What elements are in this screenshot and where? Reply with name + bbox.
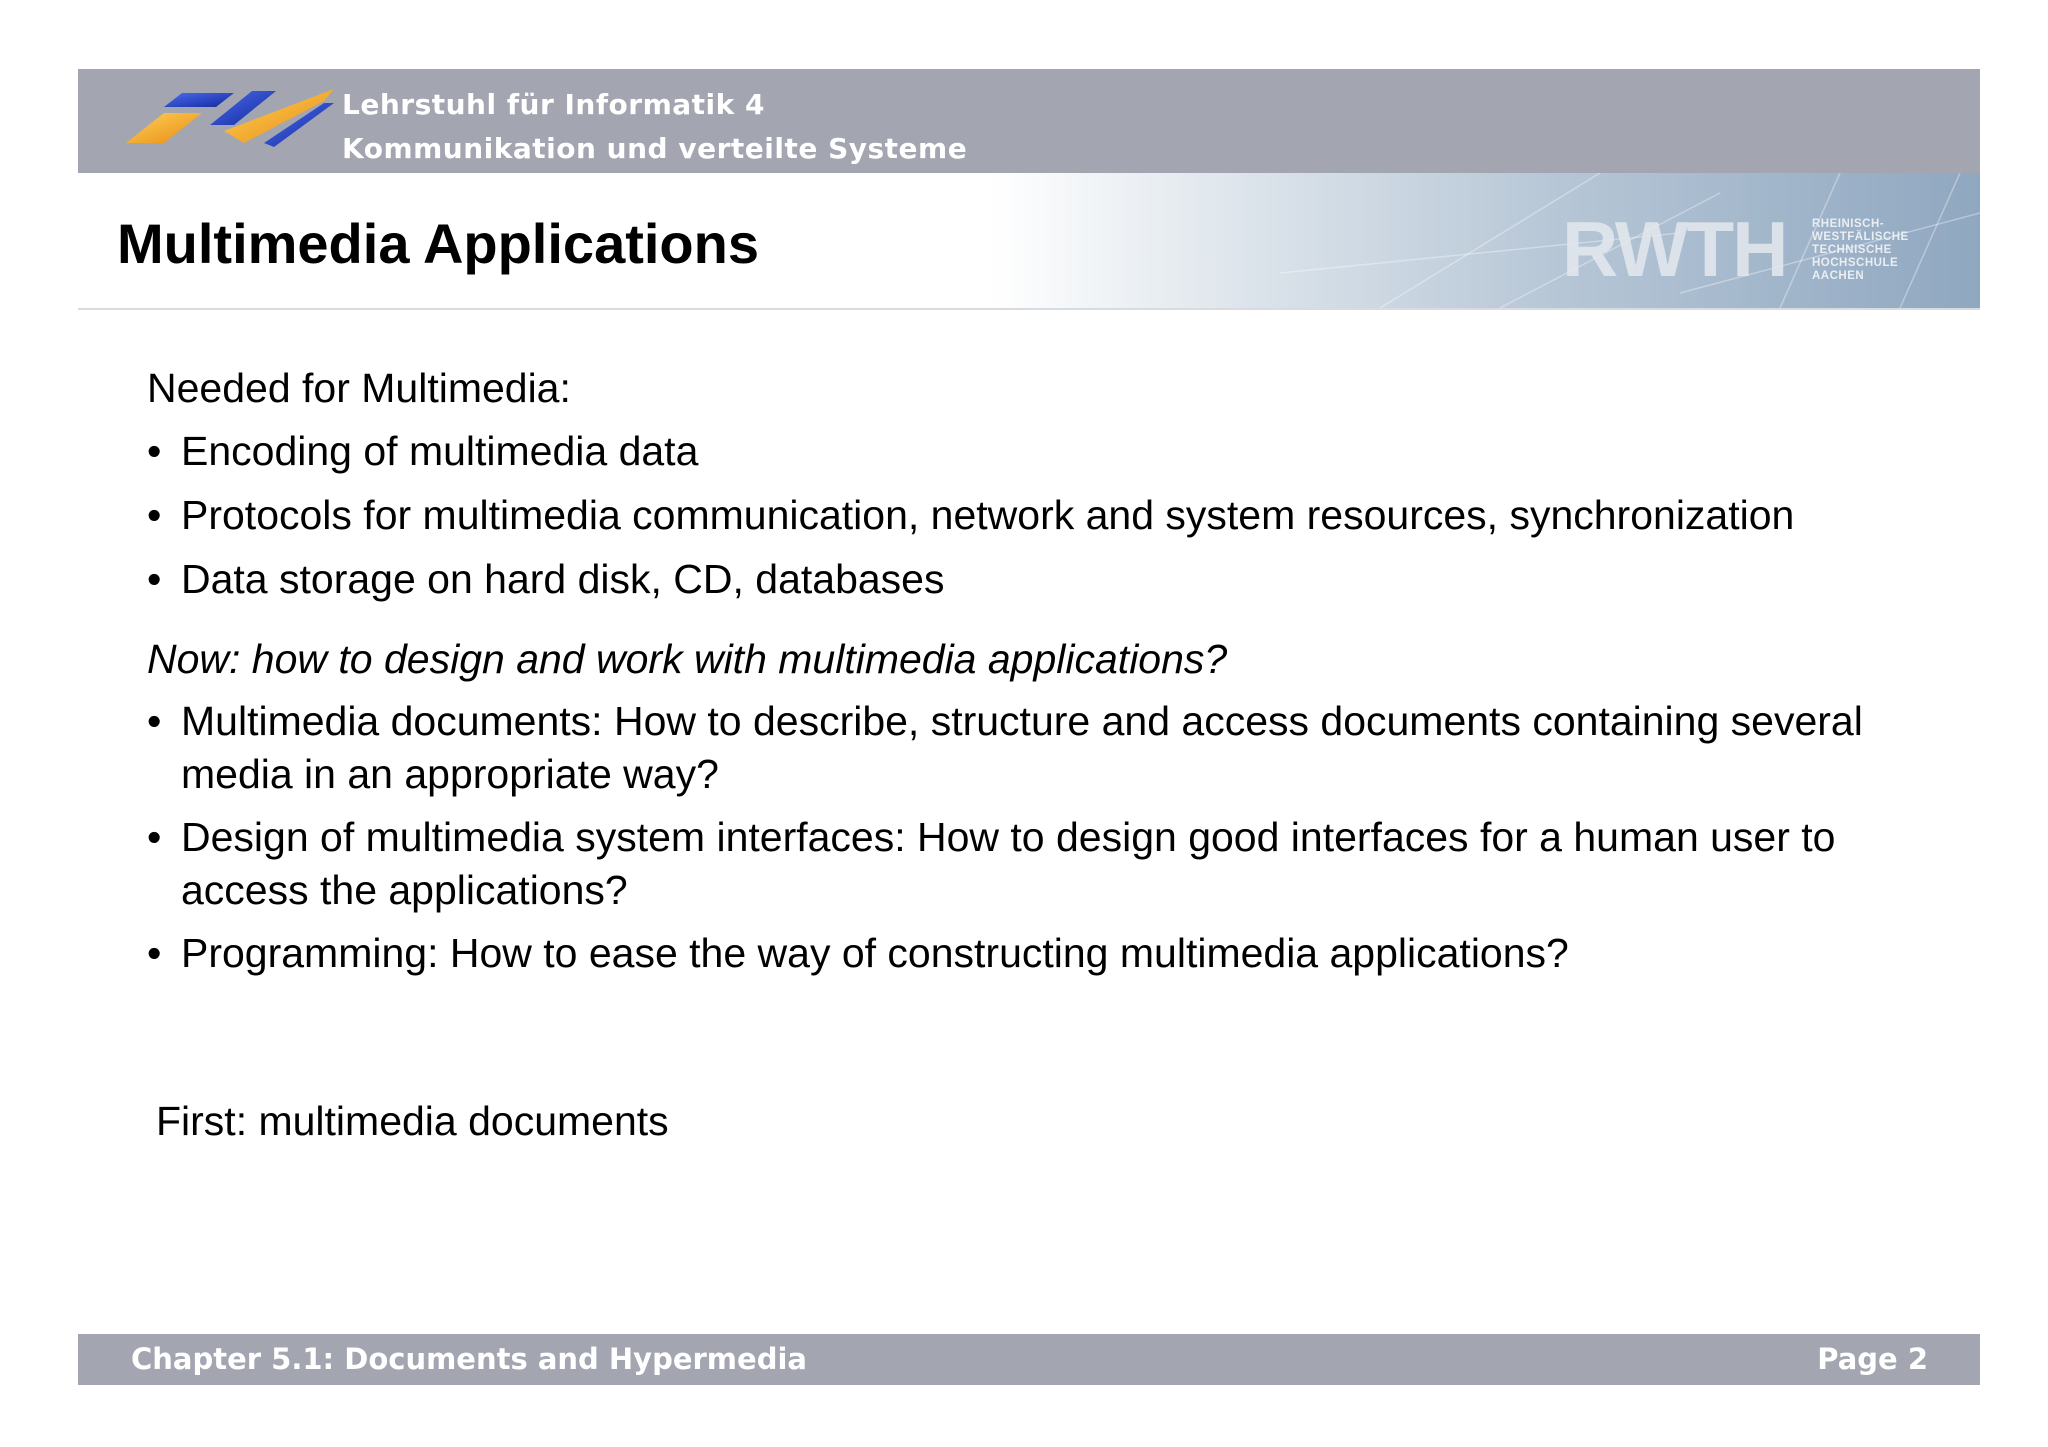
page-number: Page 2 — [1817, 1342, 1928, 1376]
conclusion-text: First: multimedia documents — [156, 1098, 669, 1144]
institute-name — [342, 83, 967, 171]
bullet-icon: • — [147, 428, 162, 474]
rwth-logo: RWTH — [1562, 205, 1787, 293]
rwth-sub-line: TECHNISCHE — [1812, 244, 1892, 256]
footer-bar — [78, 1334, 1980, 1385]
needed-list — [147, 425, 1947, 605]
list-item-text: Data storage on hard disk, CD, databases — [181, 556, 945, 602]
question-text: Now: how to design and work with multimedia applications? — [147, 636, 1228, 682]
list-item-text: Design of multimedia system interfaces: How to design good interfaces for a human user to access the applications? — [181, 814, 1836, 913]
institute-line-1: Lehrstuhl für Informatik 4 — [342, 88, 765, 121]
i4-logo-icon — [124, 83, 336, 153]
rwth-sub-line: RHEINISCH- — [1812, 218, 1885, 230]
list-item — [147, 425, 1947, 477]
bullet-icon: • — [147, 814, 162, 860]
list-item-text: Protocols for multimedia communication, network and system resources, synchronization — [181, 492, 1795, 538]
chapter-label: Chapter 5.1: Documents and Hypermedia — [131, 1342, 807, 1376]
header-bar — [78, 69, 1980, 173]
list-item — [147, 811, 1947, 917]
intro-text: Needed for Multimedia: — [147, 365, 571, 411]
list-item — [147, 927, 1947, 980]
bullet-icon: • — [147, 556, 162, 602]
institute-line-2: Kommunikation und verteilte Systeme — [342, 132, 968, 165]
list-item-text: Encoding of multimedia data — [181, 428, 699, 474]
bullet-icon: • — [147, 492, 162, 538]
bullet-icon: • — [147, 930, 162, 976]
title-band — [78, 173, 1980, 310]
page-title: Multimedia Applications — [117, 212, 759, 275]
list-item — [147, 553, 1947, 605]
rwth-sub-line: WESTFÄLISCHE — [1812, 231, 1909, 243]
bullet-icon: • — [147, 698, 162, 744]
topics-list — [147, 695, 1947, 980]
rwth-sub-line: HOCHSCHULE — [1812, 257, 1899, 269]
list-item-text: Programming: How to ease the way of constructing multimedia applications? — [181, 930, 1569, 976]
list-item — [147, 695, 1947, 801]
slide-content — [147, 362, 1947, 990]
list-item-text: Multimedia documents: How to describe, structure and access documents containing several media in an appropriate way? — [181, 698, 1863, 797]
rwth-sub-line: AACHEN — [1812, 270, 1865, 282]
rwth-logo-subtitle — [1812, 218, 1909, 283]
list-item — [147, 489, 1947, 541]
